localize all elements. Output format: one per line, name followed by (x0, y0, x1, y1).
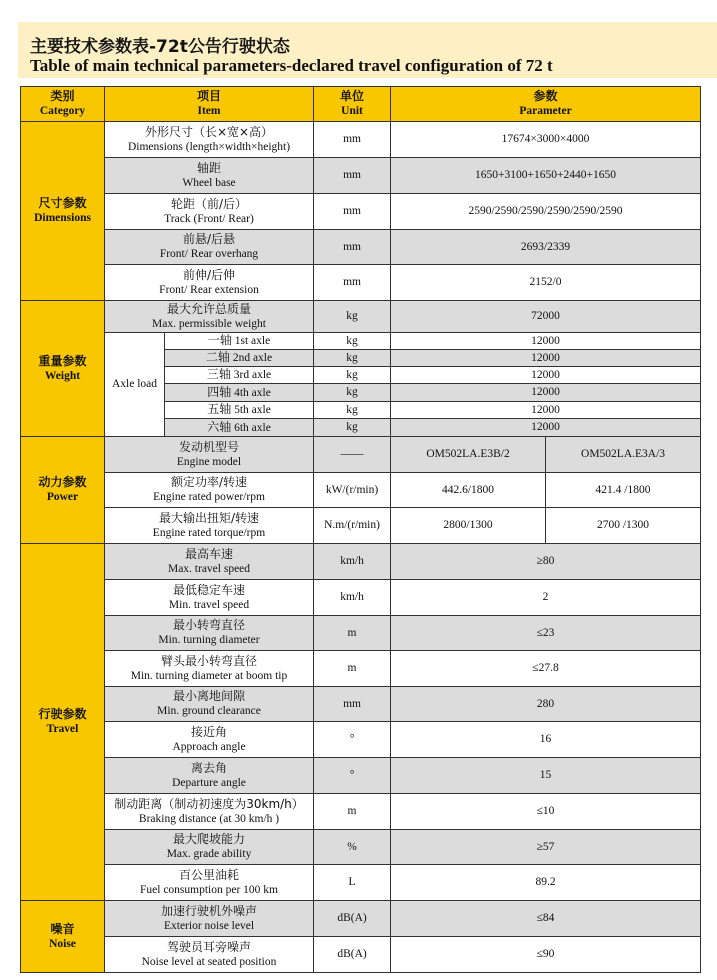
unit-cell: mm (314, 122, 391, 158)
value-cell-b: 421.4 /1800 (546, 473, 701, 508)
item-cell: 加速行驶机外噪声 Exterior noise level (105, 901, 314, 937)
item-cell: 百公里油耗 Fuel consumption per 100 km (105, 865, 314, 901)
table-row (21, 865, 701, 901)
item-cell: 最大允许总质量 Max. permissible weight (105, 301, 314, 333)
category-travel: 行驶参数 Travel (21, 544, 105, 901)
page-title-en: Table of main technical parameters-declared travel configuration of 72 t (30, 56, 553, 75)
item-cell: 轴距 Wheel base (105, 158, 314, 194)
value-cell: 16 (391, 722, 701, 758)
unit-cell: kg (314, 384, 391, 402)
header-unit: 单位 Unit (314, 87, 391, 122)
table-row (21, 651, 701, 687)
unit-cell: km/h (314, 544, 391, 580)
value-cell: 12000 (391, 384, 701, 402)
unit-cell: m (314, 794, 391, 830)
table-row (21, 301, 701, 333)
value-cell-a: OM502LA.E3B/2 (391, 437, 546, 473)
axle-load-label: Axle load (105, 333, 165, 437)
unit-cell: kW/(r/min) (314, 473, 391, 508)
item-cell: 轮距（前/后） Track (Front/ Rear) (105, 194, 314, 230)
value-cell: ≥80 (391, 544, 701, 580)
item-cell: 接近角 Approach angle (105, 722, 314, 758)
value-cell: 17674×3000×4000 (391, 122, 701, 158)
item-cell: 臂头最小转弯直径 Min. turning diameter at boom tip (105, 651, 314, 687)
value-cell: ≥57 (391, 830, 701, 865)
table-row (21, 544, 701, 580)
unit-cell: kg (314, 367, 391, 384)
table-row (21, 194, 701, 230)
unit-cell: —— (314, 437, 391, 473)
item-cell: 驾驶员耳旁噪声 Noise level at seated position (105, 937, 314, 973)
table-row (21, 722, 701, 758)
category-weight: 重量参数 Weight (21, 301, 105, 437)
item-cell: 二轴 2nd axle (165, 350, 314, 367)
value-cell: 280 (391, 687, 701, 722)
unit-cell: L (314, 865, 391, 901)
item-cell: 最大输出扭矩/转速 Engine rated torque/rpm (105, 508, 314, 544)
value-cell: 2693/2339 (391, 230, 701, 265)
value-cell: 2590/2590/2590/2590/2590/2590 (391, 194, 701, 230)
table-row (21, 758, 701, 794)
table-row (21, 122, 701, 158)
item-cell: 制动距离（制动初速度为30km/h） Braking distance (at 30 km/h ) (105, 794, 314, 830)
unit-cell: kg (314, 419, 391, 437)
item-cell: 最高车速 Max. travel speed (105, 544, 314, 580)
value-cell-a: 2800/1300 (391, 508, 546, 544)
table-row (21, 901, 701, 937)
unit-cell: dB(A) (314, 901, 391, 937)
table-row (21, 937, 701, 973)
unit-cell: kg (314, 402, 391, 419)
item-cell: 前悬/后悬 Front/ Rear overhang (105, 230, 314, 265)
value-cell: ≤23 (391, 616, 701, 651)
table-row (21, 687, 701, 722)
header-parameter: 参数 Parameter (391, 87, 701, 122)
unit-cell: mm (314, 230, 391, 265)
header-item: 项目 Item (105, 87, 314, 122)
value-cell-b: 2700 /1300 (546, 508, 701, 544)
value-cell: 89.2 (391, 865, 701, 901)
item-cell: 最大爬坡能力 Max. grade ability (105, 830, 314, 865)
table-row (21, 158, 701, 194)
category-power: 动力参数 Power (21, 437, 105, 544)
value-cell: 1650+3100+1650+2440+1650 (391, 158, 701, 194)
value-cell-a: 442.6/1800 (391, 473, 546, 508)
value-cell: 2 (391, 580, 701, 616)
item-cell: 四轴 4th axle (165, 384, 314, 402)
value-cell: 12000 (391, 333, 701, 350)
item-cell: 额定功率/转速 Engine rated power/rpm (105, 473, 314, 508)
category-dimensions: 尺寸参数 Dimensions (21, 122, 105, 301)
value-cell: 12000 (391, 367, 701, 384)
unit-cell: ° (314, 722, 391, 758)
unit-cell: mm (314, 265, 391, 301)
unit-cell: km/h (314, 580, 391, 616)
value-cell: 12000 (391, 402, 701, 419)
table-row (21, 437, 701, 473)
unit-cell: m (314, 616, 391, 651)
table-row (21, 473, 701, 508)
unit-cell: ° (314, 758, 391, 794)
value-cell: 72000 (391, 301, 701, 333)
item-cell: 一轴 1st axle (165, 333, 314, 350)
table-row (21, 230, 701, 265)
item-cell: 六轴 6th axle (165, 419, 314, 437)
table-row (21, 580, 701, 616)
unit-cell: kg (314, 301, 391, 333)
table-row (21, 265, 701, 301)
unit-cell: % (314, 830, 391, 865)
value-cell: 15 (391, 758, 701, 794)
item-cell: 最小转弯直径 Min. turning diameter (105, 616, 314, 651)
table-row (21, 333, 701, 350)
value-cell: 12000 (391, 419, 701, 437)
unit-cell: mm (314, 687, 391, 722)
item-cell: 离去角 Departure angle (105, 758, 314, 794)
table-row (21, 830, 701, 865)
item-cell: 外形尺寸（长×宽×高） Dimensions (length×width×height) (105, 122, 314, 158)
unit-cell: kg (314, 350, 391, 367)
value-cell: 12000 (391, 350, 701, 367)
page-title-zh: 主要技术参数表-72t公告行驶状态 (30, 37, 290, 57)
table-row (21, 508, 701, 544)
table-header-row (21, 87, 701, 122)
unit-cell: kg (314, 333, 391, 350)
category-noise: 噪音 Noise (21, 901, 105, 973)
unit-cell: mm (314, 158, 391, 194)
header-category: 类别 Category (21, 87, 105, 122)
value-cell-b: OM502LA.E3A/3 (546, 437, 701, 473)
unit-cell: m (314, 651, 391, 687)
item-cell: 五轴 5th axle (165, 402, 314, 419)
value-cell: ≤27.8 (391, 651, 701, 687)
item-cell: 发动机型号 Engine model (105, 437, 314, 473)
unit-cell: N.m/(r/min) (314, 508, 391, 544)
spec-table (20, 86, 701, 973)
unit-cell: dB(A) (314, 937, 391, 973)
item-cell: 最小离地间隙 Min. ground clearance (105, 687, 314, 722)
table-row (21, 616, 701, 651)
item-cell: 三轴 3rd axle (165, 367, 314, 384)
unit-cell: mm (314, 194, 391, 230)
item-cell: 前伸/后伸 Front/ Rear extension (105, 265, 314, 301)
value-cell: ≤84 (391, 901, 701, 937)
item-cell: 最低稳定车速 Min. travel speed (105, 580, 314, 616)
value-cell: 2152/0 (391, 265, 701, 301)
table-row (21, 794, 701, 830)
value-cell: ≤10 (391, 794, 701, 830)
value-cell: ≤90 (391, 937, 701, 973)
